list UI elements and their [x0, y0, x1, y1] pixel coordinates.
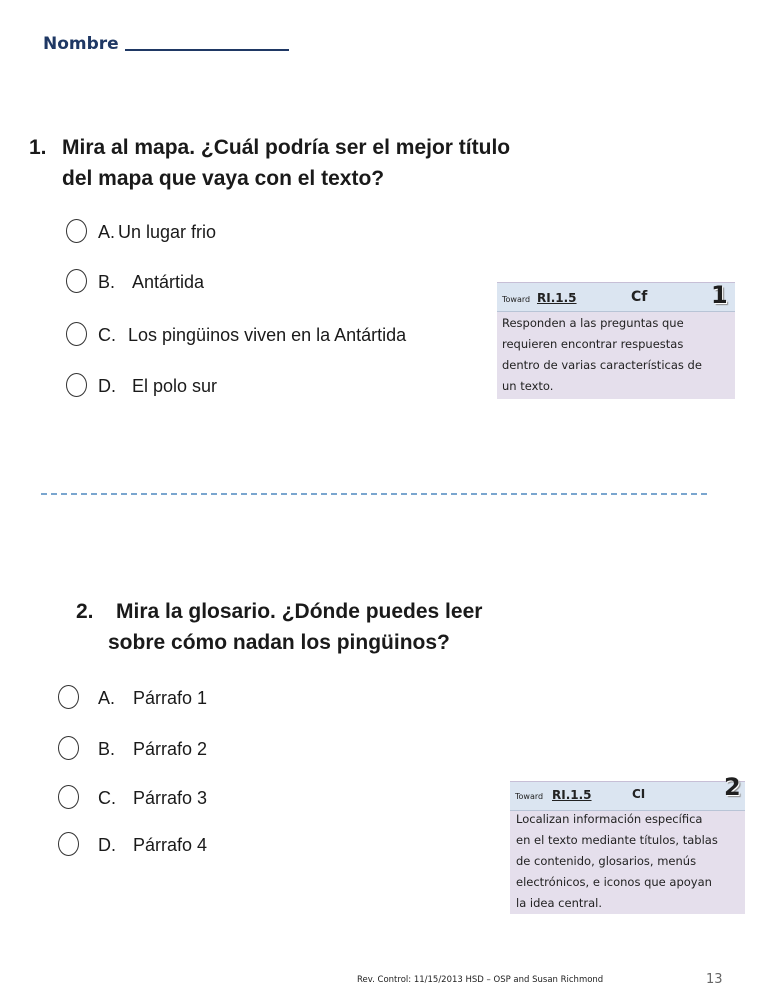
- name-blank-line[interactable]: [125, 49, 289, 51]
- standard-header: [510, 773, 745, 811]
- name-label: Nombre: [43, 34, 119, 54]
- option-text: El polo sur: [132, 376, 218, 396]
- option-letter: D.: [98, 376, 116, 396]
- option-text: Párrafo 4: [133, 835, 208, 855]
- standard-description: [516, 809, 718, 914]
- revision-note: Rev. Control: 11/15/2013 HSD – OSP and Susan Richmond: [357, 975, 604, 985]
- question-1-number: 1.: [29, 136, 47, 159]
- item-number: 2: [724, 773, 741, 801]
- option-letter: C.: [98, 325, 116, 345]
- answer-bubble[interactable]: [66, 373, 87, 397]
- option-text: Párrafo 3: [133, 788, 208, 808]
- option-letter: C.: [98, 788, 116, 808]
- standard-box-1: [497, 282, 735, 399]
- question-2-line-2: sobre cómo nadan los pingüinos?: [108, 631, 450, 654]
- answer-bubble[interactable]: [58, 685, 79, 709]
- standard-code: RI.1.5: [537, 291, 577, 305]
- section-divider: [41, 493, 707, 495]
- option-text: Antártida: [132, 272, 205, 292]
- question-2-number: 2.: [76, 600, 94, 623]
- answer-bubble[interactable]: [66, 219, 87, 243]
- description-line: de contenido, glosarios, menús: [516, 854, 697, 868]
- item-number: 1: [711, 281, 728, 309]
- description-line: requieren encontrar respuestas: [502, 337, 684, 351]
- answer-bubble[interactable]: [66, 322, 87, 346]
- student-name-field[interactable]: [43, 34, 289, 54]
- answer-bubble[interactable]: [58, 736, 79, 760]
- standard-level: CI: [632, 787, 646, 801]
- description-line: dentro de varias características de: [502, 358, 702, 372]
- standard-code: RI.1.5: [552, 788, 592, 802]
- option-text: Los pingüinos viven en la Antártida: [128, 325, 407, 345]
- description-line: en el texto mediante títulos, tablas: [516, 833, 718, 847]
- question-2-line-1: Mira la glosario. ¿Dónde puedes leer: [116, 600, 483, 623]
- standard-level: Cf: [631, 289, 648, 305]
- option-letter: B.: [98, 272, 116, 292]
- description-line: electrónicos, e iconos que apoyan: [516, 875, 712, 889]
- description-line: Localizan información específica: [516, 812, 703, 826]
- toward-label: Toward: [502, 295, 531, 304]
- description-line: la idea central.: [516, 896, 602, 910]
- option-letter: A.: [98, 222, 116, 242]
- page-number: 13: [706, 972, 723, 987]
- option-letter: B.: [98, 739, 116, 759]
- question-1-line-1: Mira al mapa. ¿Cuál podría ser el mejor título: [62, 136, 511, 159]
- standard-box-2: [510, 773, 745, 914]
- answer-bubble[interactable]: [58, 832, 79, 856]
- option-letter: D.: [98, 835, 116, 855]
- description-line: Responden a las preguntas que: [502, 316, 684, 330]
- option-text: Un lugar frio: [118, 222, 217, 242]
- answer-bubble[interactable]: [66, 269, 87, 293]
- option-text: Párrafo 2: [133, 739, 208, 759]
- toward-label: Toward: [515, 792, 544, 801]
- answer-bubble[interactable]: [58, 785, 79, 809]
- option-text: Párrafo 1: [133, 688, 208, 708]
- question-1-line-2: del mapa que vaya con el texto?: [62, 167, 385, 190]
- description-line: un texto.: [502, 379, 554, 393]
- standard-description: [502, 313, 702, 397]
- standard-header: [497, 283, 735, 312]
- option-letter: A.: [98, 688, 116, 708]
